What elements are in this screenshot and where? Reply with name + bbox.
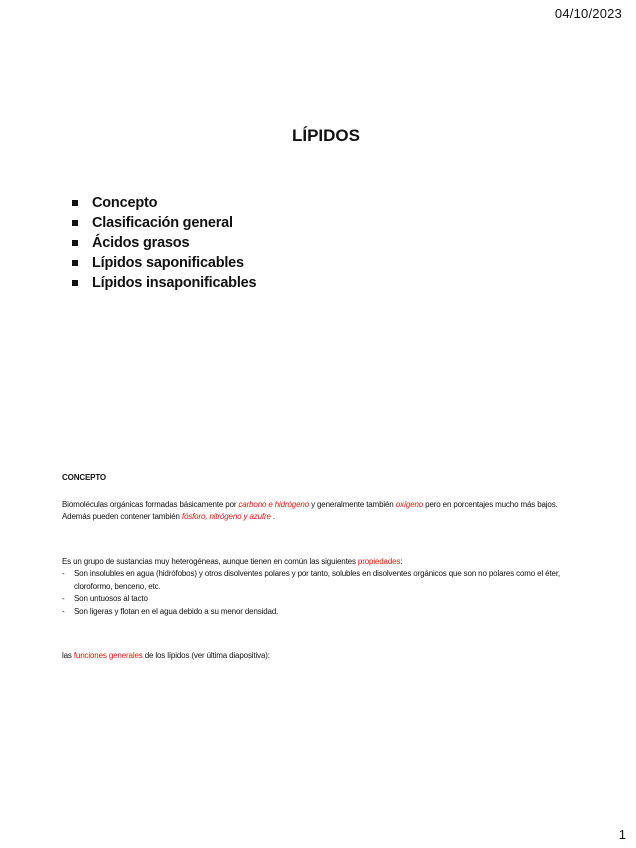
text-run: y generalmente también	[309, 499, 396, 509]
square-bullet-icon	[72, 240, 78, 246]
slide-title: LÍPIDOS	[291, 126, 360, 145]
text-run: Es un grupo de sustancias muy heterogéneas, aunque tienen en común las siguientes	[62, 556, 358, 566]
topic-item	[72, 273, 256, 293]
square-bullet-icon	[72, 200, 78, 206]
notes-heading: CONCEPTO	[62, 473, 106, 482]
properties-intro	[62, 556, 568, 569]
dash-bullet: -	[62, 606, 65, 616]
definition-paragraph	[62, 499, 568, 524]
dash-bullet: -	[62, 569, 65, 578]
topic-label: Lípidos saponificables	[92, 255, 244, 271]
square-bullet-icon	[72, 260, 78, 266]
text-run: Biomoléculas orgánicas formadas básicamente por	[62, 499, 239, 509]
topic-label: Concepto	[92, 195, 158, 211]
property-text: Son insolubles en agua (hidrófobos) y otros disolventes polares y por tanto, solubles en disolventes orgánicos que son no polares como el éter, cloroformo, benceno, etc.	[74, 569, 560, 591]
text-run: .	[270, 512, 275, 521]
topic-item	[72, 193, 256, 213]
highlight-carbono-hidrogeno: carbono e hidrógeno	[238, 499, 309, 509]
highlight-oxigeno: oxígeno	[395, 499, 424, 509]
property-item	[62, 593, 568, 606]
property-text: Son untuosos al tacto	[74, 594, 148, 603]
highlight-propiedades: propiedades	[357, 556, 401, 566]
topic-label: Ácidos grasos	[92, 235, 190, 251]
square-bullet-icon	[72, 220, 78, 226]
square-bullet-icon	[72, 280, 78, 286]
functions-paragraph	[62, 650, 568, 663]
properties-list	[62, 568, 568, 618]
highlight-funciones-generales: funciones generales	[73, 651, 143, 660]
topic-item	[72, 253, 256, 273]
text-run: las	[62, 651, 74, 660]
speaker-notes	[62, 472, 568, 663]
text-run: pero en porcentajes mucho más bajos. Además pueden contener también	[62, 499, 558, 521]
topic-item	[72, 233, 256, 253]
highlight-fosforo-nitrogeno-azufre: fósforo, nitrógeno y azufre	[181, 512, 271, 521]
slide-date: 04/10/2023	[554, 6, 622, 21]
topic-list	[72, 193, 256, 293]
topic-label: Lípidos insaponificables	[92, 275, 257, 291]
property-text: Son ligeras y flotan en el agua debido a su menor densidad.	[74, 606, 279, 616]
text-run: de los lípidos (ver última diapositiva):	[142, 651, 270, 660]
topic-label: Clasificación general	[92, 215, 233, 231]
property-item	[62, 568, 568, 593]
text-run: :	[400, 556, 403, 566]
topic-item	[72, 213, 256, 233]
property-item	[62, 606, 568, 619]
page-number: 1	[618, 827, 626, 842]
dash-bullet: -	[62, 594, 65, 603]
